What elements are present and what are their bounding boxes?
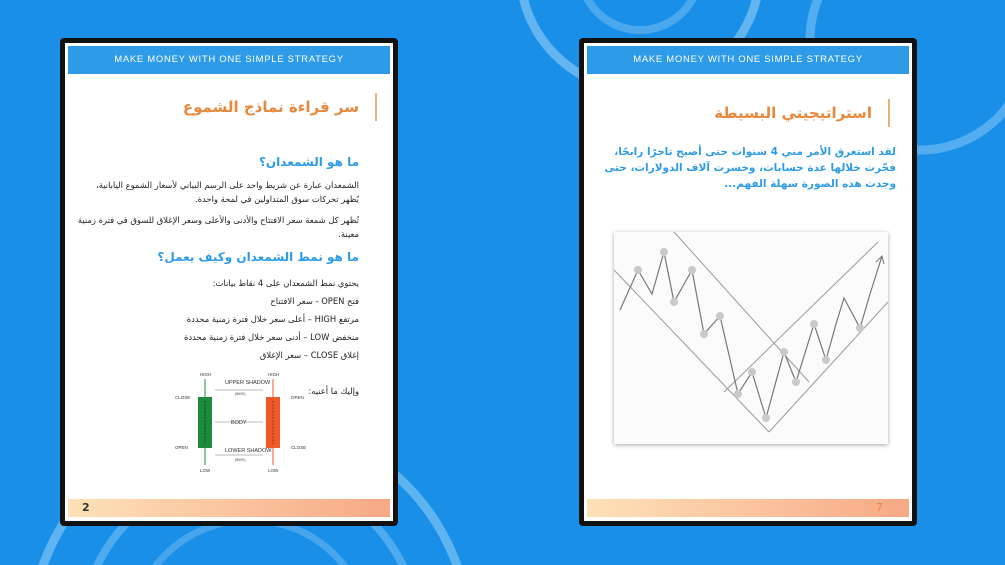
right-page xyxy=(579,38,917,526)
para-candlestick-def: الشمعدان عبارة عن شريط واحد على الرسم البياني لأسعار الشموع اليابانية، يُظهر تحركات سوق المتداولين في لمحة واحدة. xyxy=(96,180,359,204)
point-open: فتح OPEN - سعر الافتتاح xyxy=(270,296,359,306)
channel-drawing xyxy=(614,232,888,444)
label-low-right: LOW xyxy=(268,468,279,473)
para-candlestick-shows: تُظهر كل شمعة سعر الافتتاح والأدنى والأعلى وسعر الإغلاق للسوق في فترة زمنية معينة. xyxy=(77,215,359,239)
point-low: منخفض LOW – أدنى سعر خلال فترة زمنية محددة xyxy=(184,332,359,342)
label-close-left: CLOSE xyxy=(175,395,191,400)
left-banner: MAKE MONEY WITH ONE SIMPLE STRATEGY xyxy=(68,46,390,74)
left-page-number: 2 xyxy=(82,501,90,514)
label-close-right: CLOSE xyxy=(291,445,307,450)
label-body: BODY xyxy=(231,420,247,426)
right-page-number: 7 xyxy=(876,501,883,514)
right-banner: MAKE MONEY WITH ONE SIMPLE STRATEGY xyxy=(587,46,909,74)
label-upper-shadow-wick: (WICK) xyxy=(235,392,246,396)
left-footer xyxy=(68,499,390,517)
label-open-right: OPEN xyxy=(291,395,304,400)
label-high-right: HIGH xyxy=(268,372,280,377)
right-intro-text: لقد استغرق الأمر مني 4 سنوات حتى أصبح تاجرًا رابحًا، فجّرت خلالها عدة حسابات، وخسرت آلاف الدولارات، حتى وجدت هذه الصورة سهلة الفهم... xyxy=(604,146,896,190)
candlestick-diagram xyxy=(165,369,315,473)
point-high: مرتفع HIGH – أعلى سعر خلال فترة زمنية محددة xyxy=(186,314,359,324)
point-close: إغلاق CLOSE – سعر الإغلاق xyxy=(259,350,359,360)
diagram-caption: وإليك ما أعنيه: xyxy=(308,386,359,396)
label-lower-shadow: LOWER SHADOW xyxy=(225,448,272,454)
heading-candlestick-pattern: ما هو نمط الشمعدان وكيف يعمل؟ xyxy=(157,250,359,264)
pattern-intro: يحتوي نمط الشمعدان على 4 نقاط بيانات: xyxy=(212,278,359,288)
label-high-left: HIGH xyxy=(200,372,212,377)
label-upper-shadow: UPPER SHADOW xyxy=(225,380,271,386)
heading-what-is-candlestick: ما هو الشمعدان؟ xyxy=(258,155,359,169)
left-page xyxy=(60,38,398,526)
label-lower-shadow-wick: (WICK) xyxy=(235,458,246,462)
label-open-left: OPEN xyxy=(175,445,188,450)
right-page-title: استراتيجيتي البسيطة xyxy=(714,99,890,127)
left-page-title: سر قراءة نماذج الشموع xyxy=(183,93,377,121)
strategy-channel-image xyxy=(614,232,888,444)
label-low-left: LOW xyxy=(200,468,211,473)
right-footer xyxy=(587,499,909,517)
